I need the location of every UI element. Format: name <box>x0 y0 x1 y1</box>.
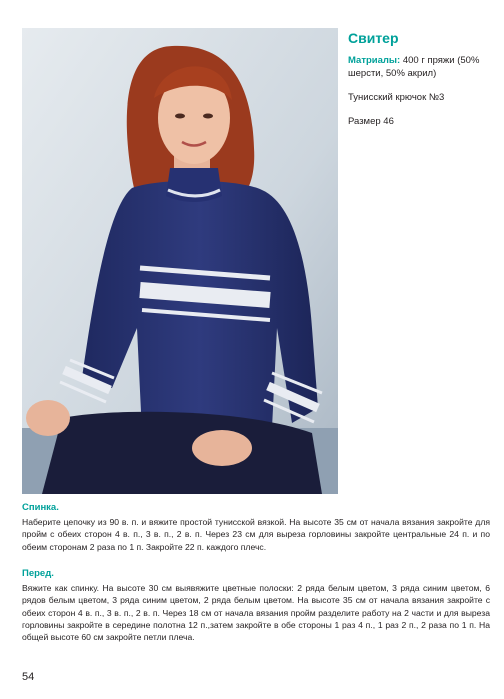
pattern-info <box>348 30 498 128</box>
materials-text: 400 г пряжи (50% шерсти, 50% акрил) <box>348 55 480 79</box>
back-section <box>22 502 490 553</box>
size-info: Размер 46 <box>348 116 394 127</box>
back-title: Спинка. <box>22 502 59 513</box>
materials <box>348 54 498 80</box>
front-text: Вяжите как спинку. На высоте 30 см выявяжите цветные полоски: 2 ряда белым цветом, 3 ряда синим цветом, 6 рядов белым цветом, 3 ряда синим цветом, 2 ряда белым цветом. На высоте 35 см от начала вязания закройте с обеих сторон 4 в. п., 3 в. п., 2 в. п. Через 18 см от начала вязания пройм разделите работу на 2 части и для выреза горловины закройте в середине полотна 12 п.,затем закройте в обе стороны 1 раз 4 п., 1 раз 2 п., 2 раза по 1 п. На общей высоте 60 см закройте петли плеча. <box>22 583 490 643</box>
pattern-title: Свитер <box>348 30 399 46</box>
page-number: 54 <box>22 671 35 683</box>
model-photo <box>22 28 338 494</box>
front-title: Перед. <box>22 568 54 579</box>
hook-info: Тунисский крючок №3 <box>348 92 445 103</box>
sweater-model-illustration <box>22 28 338 494</box>
materials-label: Матриалы: <box>348 55 401 66</box>
front-section <box>22 568 490 643</box>
back-text: Наберите цепочку из 90 в. п. и вяжите простой тунисской вязкой. На высоте 35 см от начала вязания закройте для пройм с обеих сторон 4 в. п., 3 в. п., 2 в. п. Через 23 см для выреза горловины закройте центральные 24 п. и по обеим сторонам 2 раза по 1 п. Закройте 22 п. каждого плечс. <box>22 517 490 552</box>
